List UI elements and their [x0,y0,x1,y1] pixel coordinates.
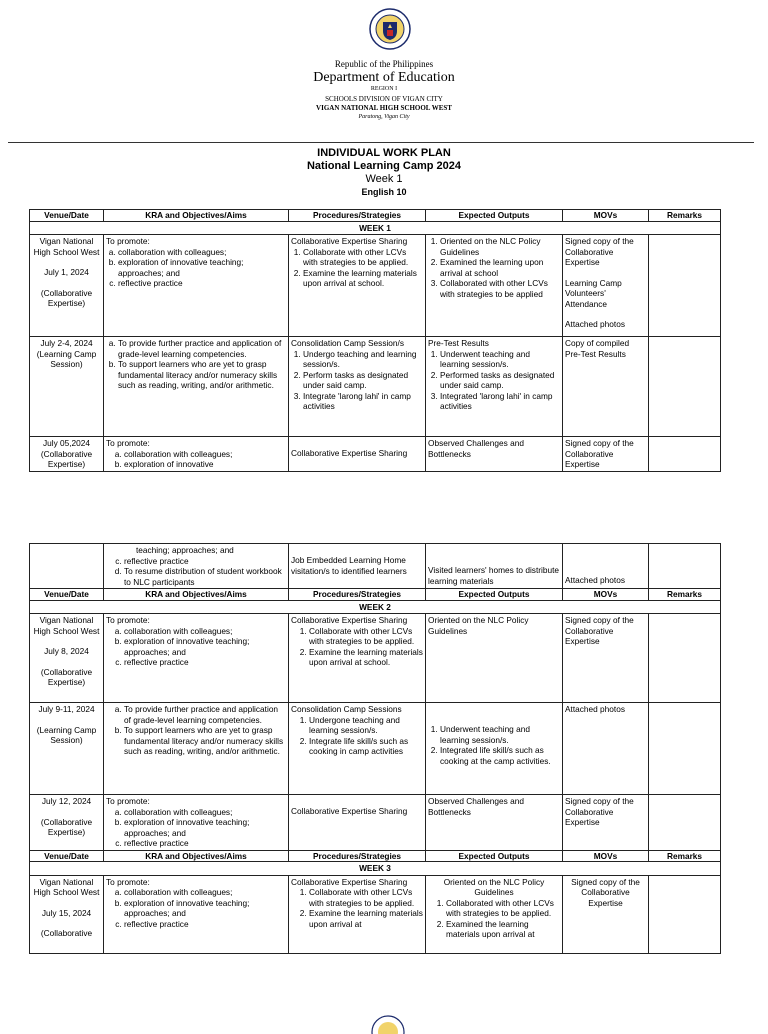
remarks-cell [649,544,721,589]
division-line: SCHOOLS DIVISION OF VIGAN CITY [325,95,443,103]
col-header: Remarks [649,210,721,222]
week-label: WEEK 1 [30,221,721,235]
table-row [30,795,721,851]
region-line: REGION I [370,86,398,92]
col-header: Venue/Date [30,589,104,601]
output-cell: 1. Oriented on the NLC Policy Guidelines 2. Examined the learning upon arrival at school 3. Collaborated with other LCVs with strategies to be applied [426,235,563,337]
movs-cell: Signed copy of the Collaborative Expertise [563,795,649,851]
remarks-cell [649,614,721,703]
col-header: Expected Outputs [426,589,563,601]
doc-subject: English 10 [361,187,407,197]
table-row [30,437,721,472]
movs-cell: Attached photos [563,544,649,589]
kra-cell: To promote: a. collaboration with colleagues; b. exploration of innovative [104,437,289,472]
output-cell: Observed Challenges and Bottlenecks [426,795,563,851]
department-name: Department of Education [313,70,455,85]
header-divider [8,142,754,143]
venue-cell: July 9-11, 2024 (Learning Camp Session) [30,703,104,795]
republic-line: Republic of the Philippines [334,59,434,69]
col-header: Expected Outputs [426,850,563,862]
doc-subtitle: National Learning Camp 2024 [306,160,462,172]
output-cell: Oriented on the NLC Policy Guidelines [426,614,563,703]
remarks-cell [649,795,721,851]
procedure-cell: Consolidation Camp Session/s 1. Undergo teaching and learning session/s. 2. Perform tasks as designated under said camp. 3. Integrate 'larong lahi' in camp activities [289,337,426,437]
remarks-cell [649,235,721,337]
table-row [30,544,721,589]
col-header: Remarks [649,850,721,862]
output-cell: Oriented on the NLC Policy Guidelines 1. Collaborated with other LCVs with strategies to be applied. 2. Examined the learning materials upon arrival at [426,875,563,953]
movs-cell: Signed copy of the Collaborative Expertise [563,437,649,472]
col-header: KRA and Objectives/Aims [104,589,289,601]
doc-week: Week 1 [365,173,403,185]
col-header: MOVs [563,589,649,601]
table-header-row [30,850,721,862]
kra-cell: To promote: a. collaboration with colleagues; b. exploration of innovative teaching; approaches; and c. reflective practice [104,795,289,851]
procedure-cell: Collaborative Expertise Sharing [289,795,426,851]
table-row [30,703,721,795]
movs-cell: Signed copy of the Collaborative Expertise Learning Camp Volunteers' Attendance Attached photos [563,235,649,337]
procedure-cell: Collaborative Expertise Sharing 1. Collaborate with other LCVs with strategies to be applied. 2. Examine the learning materials upon arrival at [289,875,426,953]
doc-title: INDIVIDUAL WORK PLAN [317,147,451,159]
col-header: Procedures/Strategies [289,850,426,862]
output-cell: Pre-Test Results 1. Underwent teaching and learning session/s. 2. Performed tasks as designated under said camp. 3. Integrated 'larong lahi' in camp activities [426,337,563,437]
kra-cell: To promote: a. collaboration with colleagues; b. exploration of innovative teaching; approaches; and c. reflective practice [104,875,289,953]
venue-cell: Vigan National High School West July 1, 2024 (Collaborative Expertise) [30,235,104,337]
venue-cell: July 2-4, 2024 (Learning Camp Session) [30,337,104,437]
school-name: VIGAN NATIONAL HIGH SCHOOL WEST [316,104,452,112]
col-header: Procedures/Strategies [289,210,426,222]
procedure-cell: Collaborative Expertise Sharing 1. Collaborate with other LCVs with strategies to be applied. 2. Examine the learning materials upon arrival at school. [289,235,426,337]
venue-cell: July 05,2024 (Collaborative Expertise) [30,437,104,472]
col-header: KRA and Objectives/Aims [104,850,289,862]
procedure-cell: Job Embedded Learning Home visitation/s to identified learners [289,544,426,589]
venue-cell: Vigan National High School West July 15, 2024 (Collaborative [30,875,104,953]
remarks-cell [649,703,721,795]
table-header-row [30,210,721,222]
week-row [30,221,721,235]
venue-cell: July 12, 2024 (Collaborative Expertise) [30,795,104,851]
venue-cell [30,544,104,589]
kra-cell: teaching; approaches; and c. reflective practice d. To resume distribution of student workbook to NLC participants [104,544,289,589]
col-header: Venue/Date [30,210,104,222]
deped-seal-icon [370,1014,406,1034]
venue-cell: Vigan National High School West July 8, 2024 (Collaborative Expertise) [30,614,104,703]
table-row [30,614,721,703]
col-header: MOVs [563,850,649,862]
kra-cell: To promote: a. collaboration with colleagues; b. exploration of innovative teaching; approaches; and c. reflective practice [104,235,289,337]
col-header: MOVs [563,210,649,222]
week-row [30,862,721,876]
output-cell: Visited learners' homes to distribute learning materials [426,544,563,589]
col-header: Expected Outputs [426,210,563,222]
week-row [30,600,721,614]
col-header: Venue/Date [30,850,104,862]
movs-cell: Copy of compiled Pre-Test Results [563,337,649,437]
remarks-cell [649,437,721,472]
table-row [30,875,721,953]
col-header: Procedures/Strategies [289,589,426,601]
remarks-cell [649,875,721,953]
week-label: WEEK 3 [30,862,721,876]
page-1 [0,0,768,500]
table-row [30,337,721,437]
output-cell: 1. Underwent teaching and learning session/s. 2. Integrated life skill/s such as cooking at the camp activities. [426,703,563,795]
remarks-cell [649,337,721,437]
movs-cell: Attached photos [563,703,649,795]
procedure-cell: Collaborative Expertise Sharing [289,437,426,472]
page-2 [0,530,768,1024]
output-cell: Observed Challenges and Bottlenecks [426,437,563,472]
table-header-row [30,589,721,601]
week-label: WEEK 2 [30,600,721,614]
kra-cell: a. To provide further practice and application of grade-level learning competencies. b. To support learners who are yet to grasp fundamental literacy and/or numeracy skills such as reading, writing, and/or arithmetic. [104,337,289,437]
procedure-cell: Consolidation Camp Sessions 1. Undergone teaching and learning session/s. 2. Integrate life skill/s such as cooking in camp activities [289,703,426,795]
movs-cell: Signed copy of the Collaborative Expertise [563,614,649,703]
procedure-cell: Collaborative Expertise Sharing 1. Collaborate with other LCVs with strategies to be applied. 2. Examine the learning materials upon arrival at school. [289,614,426,703]
col-header: KRA and Objectives/Aims [104,210,289,222]
movs-cell: Signed copy of the Collaborative Expertise [563,875,649,953]
work-plan-table-page1 [29,209,721,472]
kra-cell: a. To provide further practice and application of grade-level learning competencies. b. To support learners who are yet to grasp fundamental literacy and/or numeracy skills such as reading, writing, and/or arithmetic. [104,703,289,795]
deped-seal-icon [369,8,411,50]
col-header: Remarks [649,589,721,601]
table-row [30,235,721,337]
work-plan-table-page2 [29,543,721,954]
school-location: Paratong, Vigan City [358,114,410,120]
kra-cell: To promote: a. collaboration with colleagues; b. exploration of innovative teaching; approaches; and c. reflective practice [104,614,289,703]
